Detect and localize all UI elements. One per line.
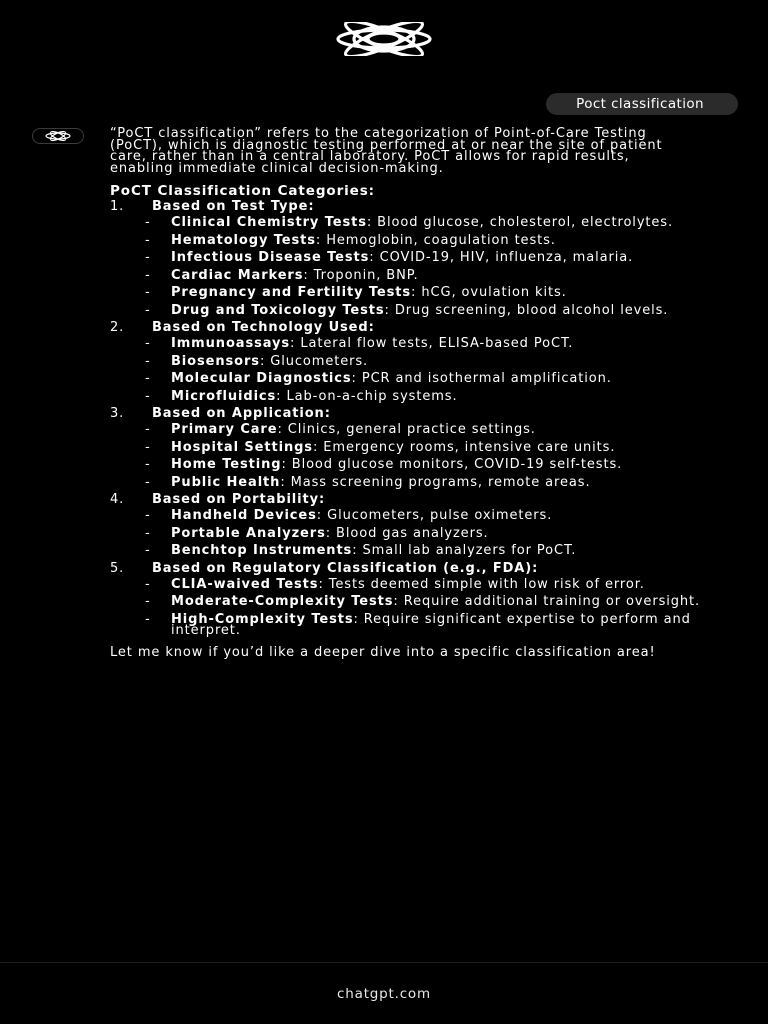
footer-url[interactable]: chatgpt.com (337, 986, 431, 1002)
list-item (110, 474, 720, 490)
bullet-dash: - (145, 611, 151, 627)
list-item-label: Primary Care (171, 422, 278, 437)
list-item (110, 596, 720, 608)
section-title-text: Based on Regulatory Classification (e.g., FDA): (152, 560, 539, 576)
user-message-bubble (546, 93, 738, 115)
list-item-desc: : Glucometers. (259, 353, 369, 369)
list-item (110, 373, 720, 385)
list-item (110, 439, 720, 455)
list-item-text (171, 510, 716, 522)
list-item-label: Portable Analyzers (171, 525, 326, 541)
list-item-label: Biosensors (171, 353, 260, 369)
section-items (110, 576, 720, 638)
section-title-text: Based on Technology Used: (152, 320, 375, 335)
bullet-dash: - (145, 508, 151, 523)
list-item (110, 232, 720, 248)
list-item-desc: : Emergency rooms, intensive care units. (312, 439, 616, 455)
list-item-desc: : Require additional training or oversight. (393, 594, 701, 609)
list-item-label: Benchtop Instruments (171, 543, 353, 558)
list-item-text (171, 576, 716, 592)
section-title (110, 408, 720, 420)
bullet-dash: - (145, 422, 151, 437)
list-item-desc: : Tests deemed simple with low risk of error. (318, 576, 645, 592)
list-item-desc: : PCR and isothermal amplification. (351, 371, 612, 386)
bullet-dash: - (145, 474, 151, 490)
assistant-avatar (32, 128, 84, 144)
list-item-text (171, 302, 716, 318)
section-title (110, 322, 720, 334)
list-item (110, 459, 720, 471)
section-title-text: Based on Test Type: (152, 199, 315, 214)
bullet-dash: - (145, 215, 151, 230)
user-message-text: Poct classification (576, 96, 704, 112)
bullet-dash: - (145, 439, 151, 455)
response-heading: PoCT Classification Categories: (110, 183, 375, 199)
section-title-text: Based on Application: (152, 406, 331, 421)
list-item-label: Pregnancy and Fertility Tests (171, 285, 412, 300)
list-item-desc: : Glucometers, pulse oximeters. (316, 508, 553, 523)
list-item-text (171, 545, 716, 557)
list-item-text (171, 611, 716, 638)
classification-section (110, 322, 720, 402)
list-item-label: Moderate-Complexity Tests (171, 594, 394, 609)
list-item-desc: : Blood glucose monitors, COVID-19 self-tests. (281, 457, 623, 472)
bullet-dash: - (145, 232, 151, 248)
bullet-dash: - (145, 388, 151, 404)
response-outro: Let me know if you’d like a deeper dive into a specific classification area! (110, 644, 656, 660)
section-items (110, 217, 720, 316)
list-item-label: Public Health (171, 474, 281, 490)
footer-divider (0, 962, 768, 963)
list-item (110, 424, 720, 436)
list-item-text (171, 439, 716, 455)
list-item-label: Drug and Toxicology Tests (171, 302, 385, 318)
bullet-dash: - (145, 302, 151, 318)
bullet-dash: - (145, 250, 151, 265)
list-item (110, 353, 720, 369)
list-item-desc: : Troponin, BNP. (303, 267, 419, 283)
list-item (110, 388, 720, 404)
bullet-dash: - (145, 576, 151, 592)
list-item-text (171, 596, 716, 608)
list-item-text (171, 267, 716, 283)
list-item-text (171, 459, 716, 471)
list-item (110, 252, 720, 264)
list-item-label: Hematology Tests (171, 232, 316, 248)
list-item-desc: : Drug screening, blood alcohol levels. (384, 302, 669, 318)
list-item (110, 287, 720, 299)
list-item (110, 611, 720, 638)
section-number: 3. (110, 406, 125, 421)
list-item-label: Handheld Devices (171, 508, 317, 523)
list-item-desc: : Lateral flow tests, ELISA-based PoCT. (290, 336, 574, 351)
list-item (110, 510, 720, 522)
bullet-dash: - (145, 267, 151, 283)
section-number: 2. (110, 320, 125, 335)
list-item-text (171, 373, 716, 385)
list-item-label: Clinical Chemistry Tests (171, 215, 367, 230)
section-number: 5. (110, 560, 125, 576)
assistant-response (110, 128, 720, 658)
list-item-desc: : Require significant expertise to perform and interpret. (171, 611, 691, 638)
list-item-label: Immunoassays (171, 336, 291, 351)
list-item (110, 338, 720, 350)
bullet-dash: - (145, 525, 151, 541)
list-item-text (171, 338, 716, 350)
list-item-desc: : hCG, ovulation kits. (411, 285, 567, 300)
list-item-label: Microfluidics (171, 388, 277, 404)
list-item-text (171, 525, 716, 541)
list-item-text (171, 474, 716, 490)
openai-logo-icon (44, 131, 72, 141)
list-item-text (171, 424, 716, 436)
bullet-dash: - (145, 353, 151, 369)
list-item-text (171, 252, 716, 264)
list-item (110, 267, 720, 283)
list-item-label: Home Testing (171, 457, 282, 472)
list-item (110, 545, 720, 557)
response-intro: “PoCT classification” refers to the categorization of Point-of-Care Testing (PoCT), which is diagnostic testing performed at or near the site of patient care, rather than in a central laboratory. PoCT allows for rapid results, enabling immediate clinical decision-making. (110, 126, 663, 176)
section-items (110, 338, 720, 402)
bullet-dash: - (145, 371, 151, 386)
list-item-text (171, 388, 716, 404)
bullet-dash: - (145, 594, 151, 609)
bullet-dash: - (145, 285, 151, 300)
list-item-desc: : Small lab analyzers for PoCT. (352, 543, 577, 558)
section-title-text: Based on Portability: (152, 492, 326, 507)
list-item-label: Hospital Settings (171, 439, 313, 455)
list-item-desc: : Mass screening programs, remote areas. (280, 474, 591, 490)
list-item (110, 576, 720, 592)
list-item-label: Molecular Diagnostics (171, 371, 352, 386)
list-item-label: High-Complexity Tests (171, 611, 354, 627)
list-item-text (171, 217, 716, 229)
list-item-text (171, 287, 716, 299)
list-item-text (171, 353, 716, 369)
section-title (110, 201, 720, 213)
list-item-desc: : Blood glucose, cholesterol, electrolytes. (366, 215, 674, 230)
list-item-label: Cardiac Markers (171, 267, 304, 283)
list-item-label: CLIA-waived Tests (171, 576, 319, 592)
section-items (110, 510, 720, 557)
section-title (110, 494, 720, 506)
bullet-dash: - (145, 543, 151, 558)
list-item (110, 525, 720, 541)
list-item-desc: : Lab-on-a-chip systems. (276, 388, 458, 404)
classification-section (110, 408, 720, 488)
list-item-desc: : Hemoglobin, coagulation tests. (315, 232, 556, 248)
classification-section (110, 201, 720, 316)
list-item (110, 302, 720, 318)
list-item-label: Infectious Disease Tests (171, 250, 370, 265)
classification-section (110, 560, 720, 638)
section-items (110, 424, 720, 488)
list-item-desc: : Blood gas analyzers. (325, 525, 489, 541)
section-number: 4. (110, 492, 125, 507)
list-item-text (171, 232, 716, 248)
section-number: 1. (110, 199, 125, 214)
classification-list (110, 201, 720, 637)
list-item (110, 217, 720, 229)
bullet-dash: - (145, 336, 151, 351)
bullet-dash: - (145, 457, 151, 472)
list-item-desc: : Clinics, general practice settings. (277, 422, 536, 437)
list-item-desc: : COVID-19, HIV, influenza, malaria. (369, 250, 634, 265)
header (0, 22, 768, 56)
classification-section (110, 494, 720, 557)
section-title (110, 560, 720, 576)
openai-logo-icon (332, 22, 436, 56)
